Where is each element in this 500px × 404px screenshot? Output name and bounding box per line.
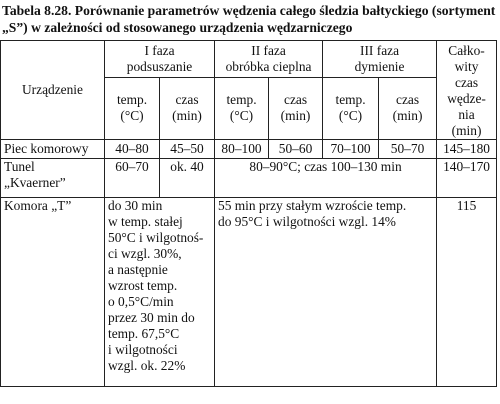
header-p1-time: czas (min) (160, 77, 215, 139)
cell-p1-time: ok. 40 (160, 159, 215, 198)
header-phase-2: II faza obróbka cieplna (215, 41, 323, 78)
table-caption: Tabela 8.28. Porównanie parametrów wędzenia całego śledzia bałtyckiego (sortyment „S”) w zależności od stosowanego urządzenia wędzarniczego (2, 3, 496, 35)
header-p2-time: czas (min) (269, 77, 323, 139)
cell-total: 140–170 (437, 159, 497, 198)
header-p3-temp: temp. (°C) (323, 77, 379, 139)
cell-p2-time: 50–60 (269, 140, 323, 159)
header-p2-temp: temp. (°C) (215, 77, 269, 139)
cell-p1-temp: 40–80 (105, 140, 160, 159)
cell-p2-temp: 80–100 (215, 140, 269, 159)
cell-total: 145–180 (437, 140, 497, 159)
header-total-time: Całko- wity czas wędze- nia (min) (437, 41, 497, 140)
cell-device: Piec komorowy (1, 140, 105, 159)
table-row (1, 140, 497, 159)
cell-device: Komora „T” (1, 198, 105, 387)
header-row-phases (1, 41, 497, 78)
cell-p1-description: do 30 min w temp. stałej 50°C i wilgotnoś- ci wzgl. 30%, a następnie wzrost temp. o 0,5°C/min przez 30 min do temp. 67,5°C i wilgotności wzgl. ok. 22% (105, 198, 215, 387)
smoking-parameters-table (0, 40, 497, 387)
cell-merged-phases: 55 min przy stałym wzroście temp. do 95°C i wilgotności wzgl. 14% (215, 198, 437, 387)
cell-merged-phases: 80–90°C; czas 100–130 min (215, 159, 437, 198)
cell-p3-time: 50–70 (379, 140, 437, 159)
cell-p1-temp: 60–70 (105, 159, 160, 198)
header-p3-time: czas (min) (379, 77, 437, 139)
table-row (1, 159, 497, 198)
cell-p3-temp: 70–100 (323, 140, 379, 159)
cell-total: 115 (437, 198, 497, 387)
header-phase-3: III faza dymienie (323, 41, 437, 78)
cell-p1-time: 45–50 (160, 140, 215, 159)
header-p1-temp: temp. (°C) (105, 77, 160, 139)
header-device: Urządzenie (1, 41, 105, 140)
header-phase-1: I faza podsuszanie (105, 41, 215, 78)
table-row (1, 198, 497, 387)
cell-device: Tunel „Kvaerner” (1, 159, 105, 198)
